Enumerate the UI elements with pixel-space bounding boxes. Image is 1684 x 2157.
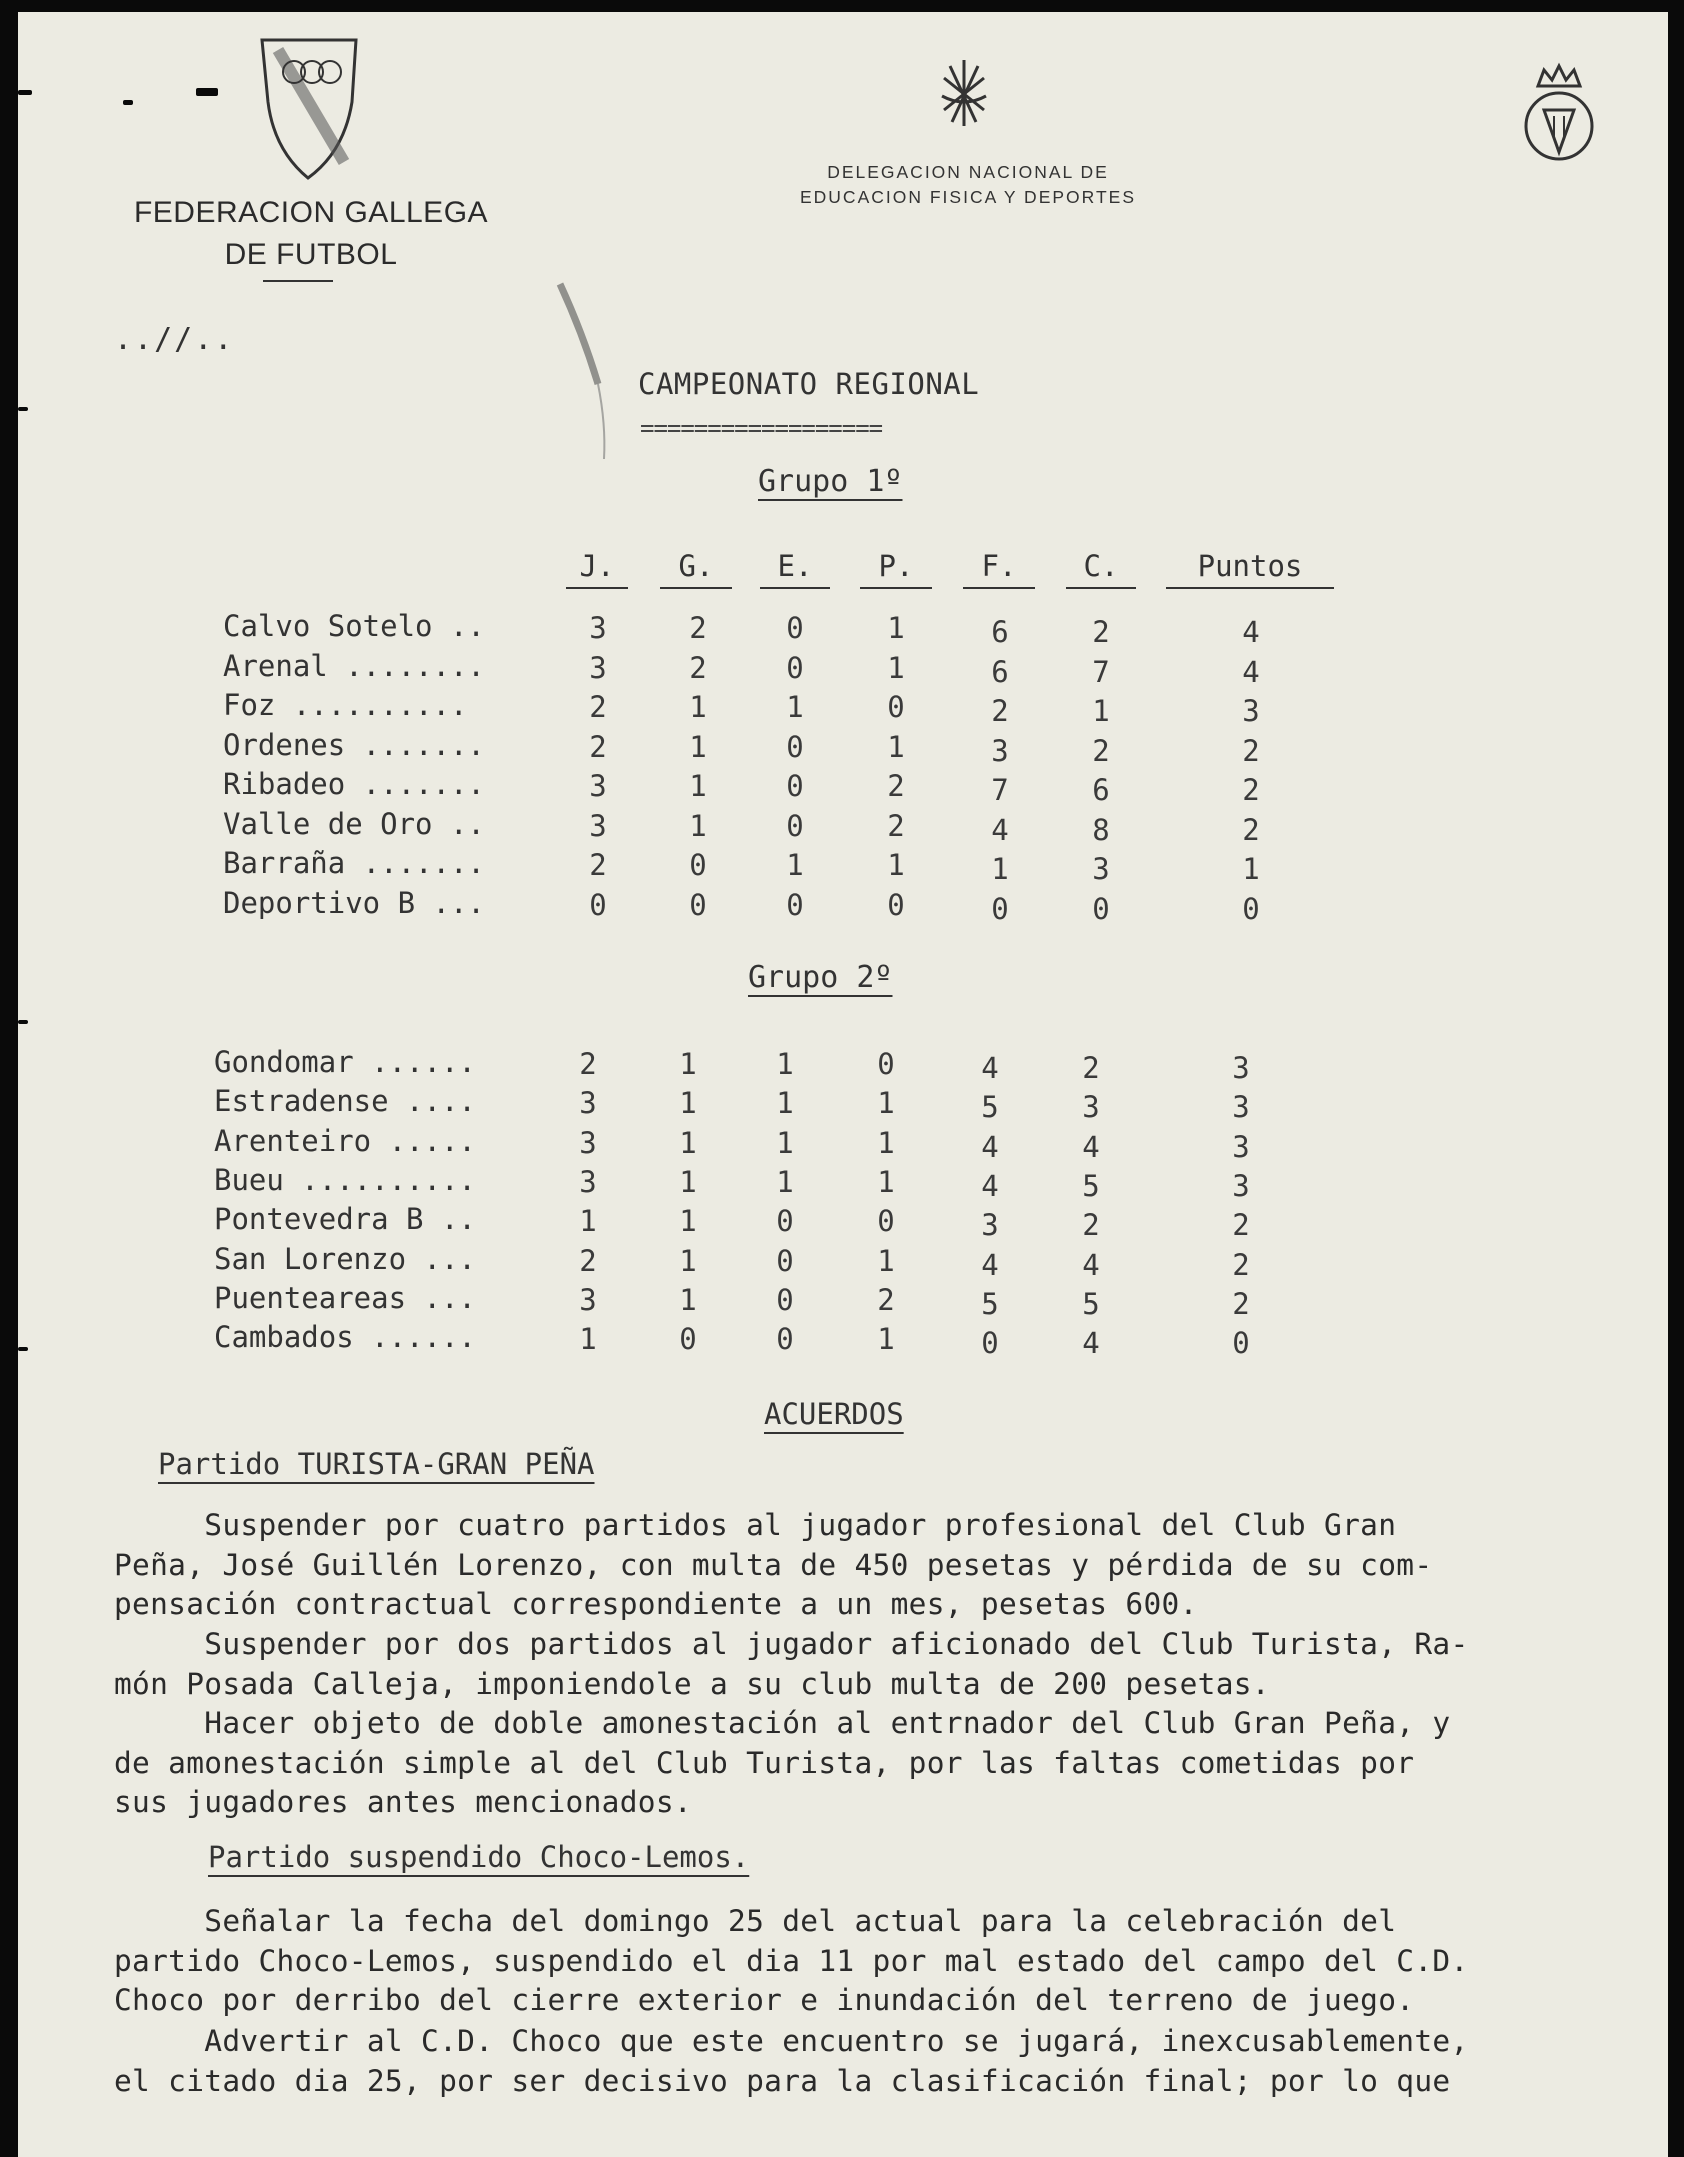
stat-played: 3: [589, 808, 607, 843]
stat-goals-against: 4: [1082, 1326, 1100, 1361]
stat-played: 3: [579, 1086, 597, 1121]
team-name: Ribadeo .......: [223, 767, 485, 801]
stat-lost: 2: [887, 808, 905, 843]
stat-drawn: 1: [776, 1047, 794, 1081]
stat-won: 0: [689, 848, 707, 882]
stat-drawn: 1: [776, 1125, 794, 1160]
stat-drawn: 0: [786, 650, 804, 685]
match2-paragraph-2: Advertir al C.D. Choco que este encuentro se jugará, inexcusablemente, el citado dia 25, por ser decisivo para la clasificación final; por lo que: [114, 2024, 1469, 2098]
stat-drawn: 0: [776, 1243, 794, 1278]
match1-paragraph-1: Suspender por cuatro partidos al jugador profesional del Club Gran Peña, José Guillén Lorenzo, con multa de 450 pesetas y pérdida de su com- pensación contractual correspondiente a un mes, pesetas 600.: [114, 1508, 1433, 1621]
stat-goals-against: 2: [1082, 1208, 1100, 1243]
team-name: Arenal ........: [223, 648, 485, 683]
stat-goals-against: 2: [1082, 1051, 1100, 1085]
stat-drawn: 0: [776, 1282, 794, 1317]
stat-played: 3: [579, 1164, 597, 1199]
match1-title: Partido TURISTA-GRAN PEÑA: [158, 1447, 595, 1481]
stat-goals-for: 0: [991, 891, 1009, 926]
team-name: Foz ..........: [223, 688, 468, 722]
delegation-name: [738, 160, 1198, 210]
team-name: Pontevedra B ..: [214, 1202, 476, 1237]
stat-played: 1: [579, 1204, 597, 1239]
stat-lost: 1: [887, 848, 905, 882]
stat-played: 2: [589, 848, 607, 882]
stat-goals-against: 5: [1082, 1286, 1100, 1321]
stat-goals-for: 3: [991, 733, 1009, 768]
group2-title: Grupo 2º: [748, 960, 893, 995]
stat-played: 3: [589, 611, 607, 645]
col-header-lost: P.: [860, 547, 932, 589]
col-header-goals-against: C.: [1066, 547, 1136, 589]
stat-won: 2: [689, 650, 707, 685]
page-reference: ..//..: [114, 322, 235, 357]
team-name: Arenteiro .....: [214, 1123, 476, 1158]
stat-drawn: 0: [786, 611, 804, 645]
yoke-arrows-emblem: [936, 56, 992, 134]
stat-points: 0: [1242, 891, 1260, 926]
stat-drawn: 0: [786, 769, 804, 803]
delegation-name-line1: DELEGACION NACIONAL DE: [827, 162, 1109, 182]
stat-won: 1: [689, 729, 707, 764]
stat-won: 0: [689, 887, 707, 922]
binding-mark: [123, 100, 133, 105]
stat-goals-for: 4: [981, 1247, 999, 1282]
championship-title: CAMPEONATO REGIONAL: [638, 367, 980, 401]
federation-name: [121, 192, 501, 276]
stat-played: 2: [589, 729, 607, 764]
stat-goals-for: 6: [991, 654, 1009, 689]
stat-goals-for: 4: [991, 812, 1009, 847]
pencil-mark: [538, 274, 638, 464]
stat-goals-for: 4: [981, 1129, 999, 1164]
match1-paragraph-3: Hacer objeto de doble amonestación al entrnador del Club Gran Peña, y de amonestación simple al del Club Turista, por las faltas cometidas por sus jugadores antes mencionados.: [114, 1706, 1451, 1819]
stat-drawn: 0: [786, 729, 804, 764]
stat-won: 1: [679, 1047, 697, 1081]
stat-points: 4: [1242, 615, 1260, 649]
stat-goals-for: 5: [981, 1090, 999, 1125]
stat-goals-against: 4: [1082, 1247, 1100, 1282]
col-header-played: J.: [566, 547, 628, 589]
stat-won: 1: [689, 769, 707, 803]
stat-won: 0: [679, 1322, 697, 1357]
stat-points: 2: [1242, 733, 1260, 768]
stat-goals-for: 5: [981, 1286, 999, 1321]
stat-goals-against: 7: [1092, 654, 1110, 689]
stat-goals-for: 0: [981, 1326, 999, 1361]
col-header-points: Puntos: [1166, 547, 1334, 589]
stat-played: 3: [579, 1282, 597, 1317]
federation-underline: [263, 280, 333, 282]
binding-mark: [18, 90, 32, 95]
stat-lost: 1: [877, 1086, 895, 1121]
stat-won: 1: [679, 1204, 697, 1239]
delegation-name-line2: EDUCACION FISICA Y DEPORTES: [799, 187, 1137, 207]
stat-lost: 0: [887, 887, 905, 922]
stat-lost: 1: [877, 1125, 895, 1160]
stat-lost: 2: [877, 1282, 895, 1317]
team-name: Barraña .......: [223, 846, 485, 880]
stat-lost: 0: [887, 690, 905, 724]
stat-drawn: 0: [776, 1204, 794, 1239]
document-page: [18, 12, 1668, 2157]
stat-won: 1: [679, 1243, 697, 1278]
stat-goals-against: 3: [1092, 852, 1110, 886]
team-name: Estradense ....: [214, 1084, 476, 1119]
col-header-goals-for: F.: [963, 547, 1035, 589]
match2-paragraph-1: Señalar la fecha del domingo 25 del actual para la celebración del partido Choco-Lemos, suspendido el dia 11 por mal estado del campo del C.D. Choco por derribo del cierre exterior e inundación del terreno de juego.: [114, 1904, 1469, 2017]
team-name: Gondomar ......: [214, 1045, 476, 1079]
stat-played: 3: [589, 769, 607, 803]
stat-goals-for: 7: [991, 773, 1009, 807]
stat-drawn: 1: [786, 690, 804, 724]
federation-shield-logo: [256, 32, 366, 184]
stat-points: 1: [1242, 852, 1260, 886]
stat-goals-against: 6: [1092, 773, 1110, 807]
stat-lost: 1: [877, 1164, 895, 1199]
team-name: San Lorenzo ...: [214, 1241, 476, 1276]
federation-name-line1: FEDERACION GALLEGA: [133, 196, 489, 229]
stat-goals-against: 4: [1082, 1129, 1100, 1164]
team-name: Cambados ......: [214, 1320, 476, 1355]
binding-mark: [18, 1020, 28, 1024]
stat-points: 3: [1232, 1129, 1250, 1164]
stat-points: 2: [1242, 773, 1260, 807]
binding-mark: [18, 1347, 28, 1351]
col-header-drawn: E.: [760, 547, 830, 589]
stat-goals-for: 4: [981, 1051, 999, 1085]
stat-goals-for: 4: [981, 1168, 999, 1203]
stat-drawn: 1: [786, 848, 804, 882]
stat-played: 2: [579, 1047, 597, 1081]
stat-won: 1: [679, 1282, 697, 1317]
stat-drawn: 1: [776, 1164, 794, 1199]
stat-lost: 1: [877, 1243, 895, 1278]
crowned-crest-emblem: [1518, 60, 1600, 170]
match1-paragraph-2: Suspender por dos partidos al jugador aficionado del Club Turista, Ra- món Posada Calleja, imponiendole a su club multa de 200 pesetas.: [114, 1627, 1469, 1701]
binding-mark: [18, 407, 28, 411]
stat-won: 1: [679, 1086, 697, 1121]
stat-goals-against: 0: [1092, 891, 1110, 926]
stat-drawn: 0: [786, 887, 804, 922]
team-name: Deportivo B ...: [223, 885, 485, 920]
stat-goals-against: 2: [1092, 615, 1110, 649]
binding-mark: [196, 88, 218, 96]
stat-goals-against: 3: [1082, 1090, 1100, 1125]
agreements-title: ACUERDOS: [764, 1397, 904, 1431]
stat-lost: 1: [887, 729, 905, 764]
stat-lost: 0: [877, 1204, 895, 1239]
stat-played: 1: [579, 1322, 597, 1357]
stat-played: 2: [579, 1243, 597, 1278]
stat-lost: 1: [887, 650, 905, 685]
group1-title: Grupo 1º: [758, 464, 903, 499]
stat-goals-against: 8: [1092, 812, 1110, 847]
stat-points: 2: [1232, 1247, 1250, 1282]
stat-points: 4: [1242, 654, 1260, 689]
stat-points: 3: [1242, 694, 1260, 728]
stat-goals-against: 2: [1092, 733, 1110, 768]
stat-points: 3: [1232, 1168, 1250, 1203]
team-name: Puenteareas ...: [214, 1280, 476, 1315]
stat-won: 1: [679, 1125, 697, 1160]
team-name: Valle de Oro ..: [223, 806, 485, 841]
stat-played: 3: [589, 650, 607, 685]
stat-drawn: 0: [776, 1322, 794, 1357]
stat-lost: 0: [877, 1047, 895, 1081]
stat-played: 3: [579, 1125, 597, 1160]
team-name: Bueu ..........: [214, 1162, 476, 1197]
stat-played: 0: [589, 887, 607, 922]
federation-name-line2: DE FUTBOL: [224, 238, 398, 271]
stat-lost: 2: [887, 769, 905, 803]
stat-points: 2: [1232, 1286, 1250, 1321]
stat-won: 2: [689, 611, 707, 645]
match2-title: Partido suspendido Choco-Lemos.: [208, 1840, 750, 1874]
stat-won: 1: [689, 808, 707, 843]
stat-goals-for: 1: [991, 852, 1009, 886]
stat-goals-for: 2: [991, 694, 1009, 728]
stat-points: 3: [1232, 1090, 1250, 1125]
stat-lost: 1: [887, 611, 905, 645]
stat-drawn: 0: [786, 808, 804, 843]
team-name: Ordenes .......: [223, 727, 485, 762]
team-name: Calvo Sotelo ..: [223, 609, 485, 643]
stat-goals-against: 1: [1092, 694, 1110, 728]
stat-goals-against: 5: [1082, 1168, 1100, 1203]
stat-points: 0: [1232, 1326, 1250, 1361]
stat-drawn: 1: [776, 1086, 794, 1121]
stat-points: 2: [1232, 1208, 1250, 1243]
stat-lost: 1: [877, 1322, 895, 1357]
stat-won: 1: [689, 690, 707, 724]
stat-points: 2: [1242, 812, 1260, 847]
stat-goals-for: 3: [981, 1208, 999, 1243]
stat-points: 3: [1232, 1051, 1250, 1085]
stat-goals-for: 6: [991, 615, 1009, 649]
championship-title-rule: ==================: [640, 414, 883, 442]
col-header-won: G.: [660, 547, 732, 589]
stat-played: 2: [589, 690, 607, 724]
stat-won: 1: [679, 1164, 697, 1199]
